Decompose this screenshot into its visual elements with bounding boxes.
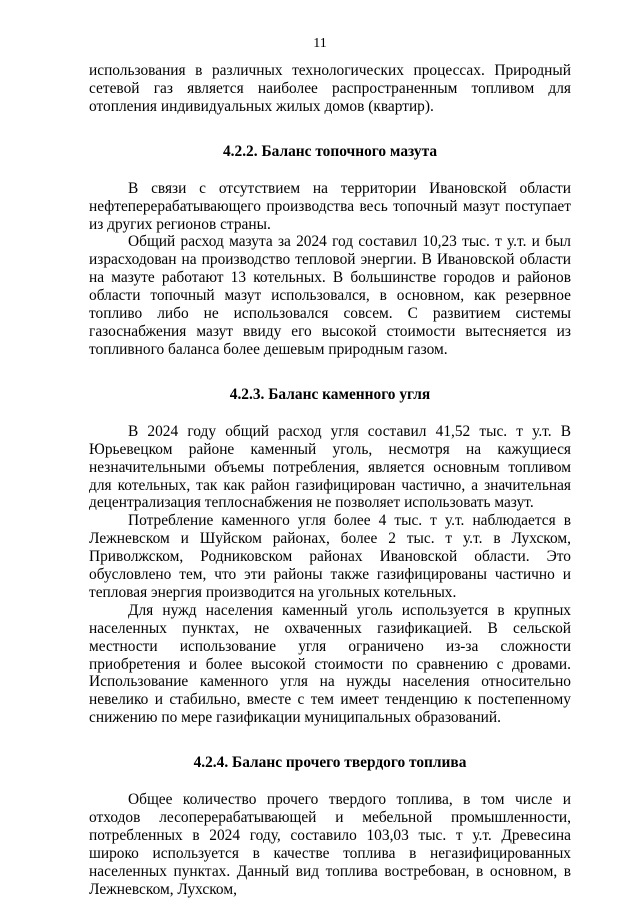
paragraph-coal-2: Потребление каменного угля более 4 тыс. т у.т. наблюдается в Лежневском и Шуйском районах, более 2 тыс. т у.т. в Лухском, Приволжском, Родниковском районах Ивановской области. Это обусловлено тем, что эти районы также газифицированы частично и тепловая энергия производится на угольных котельных. xyxy=(89,512,571,601)
heading-fuel-oil-balance: 4.2.2. Баланс топочного мазута xyxy=(222,142,438,160)
heading-other-solid-fuel-balance: 4.2.4. Баланс прочего твердого топлива xyxy=(193,754,467,772)
heading-coal-balance: 4.2.3. Баланс каменного угля xyxy=(229,385,431,403)
paragraph-fuel-oil-2: Общий расход мазута за 2024 год составил 10,23 тыс. т у.т. и был израсходован на производство тепловой энергии. В Ивановской области на мазуте работают 13 котельных. В большинстве городов и районов области топочный мазут использовался, в основном, как резервное топливо либо не использовался совсем. С развитием системы газоснабжения мазут ввиду его высокой стоимости вытесняется из топливного баланса более дешевым природным газом. xyxy=(89,233,571,358)
page-number: 11 xyxy=(313,36,327,51)
intro-paragraph: использования в различных технологических процессах. Природный сетевой газ является наиболее распространенным топливом для отопления индивидуальных жилых домов (квартир). xyxy=(89,62,571,115)
paragraph-coal-3: Для нужд населения каменный уголь используется в крупных населенных пунктах, не охваченных газификацией. В сельской местности использование угля ограничено из-за сложности приобретения и более высокой стоимости по сравнению с дровами. Использование каменного угля на нужды населения относительно невелико и стабильно, вместе с тем имеет тенденцию к постепенному снижению по мере газификации муниципальных образований. xyxy=(89,601,571,727)
paragraph-coal-1: В 2024 году общий расход угля составил 41,52 тыс. т у.т. В Юрьевецком районе каменный уголь, несмотря на кажущиеся незначительными объемы потребления, является основным топливом для котельных, так как район газифицирован частично, а значительная децентрализация теплоснабжения не позволяет использовать мазут. xyxy=(89,422,571,512)
paragraph-other-solid-fuel-1: Общее количество прочего твердого топлива, в том числе и отходов лесоперерабатывающей и мебельной промышленности, потребленных в 2024 году, составило 103,03 тыс. т у.т. Древесина широко используется в качестве топлива в негазифицированных населенных пунктах. Данный вид топлива востребован, в основном, в Лежневском, Лухском, xyxy=(89,791,571,898)
page-content xyxy=(89,62,571,899)
paragraph-fuel-oil-1: В связи с отсутствием на территории Ивановской области нефтеперерабатывающего производства весь топочный мазут поступает из других регионов страны. xyxy=(89,179,571,233)
